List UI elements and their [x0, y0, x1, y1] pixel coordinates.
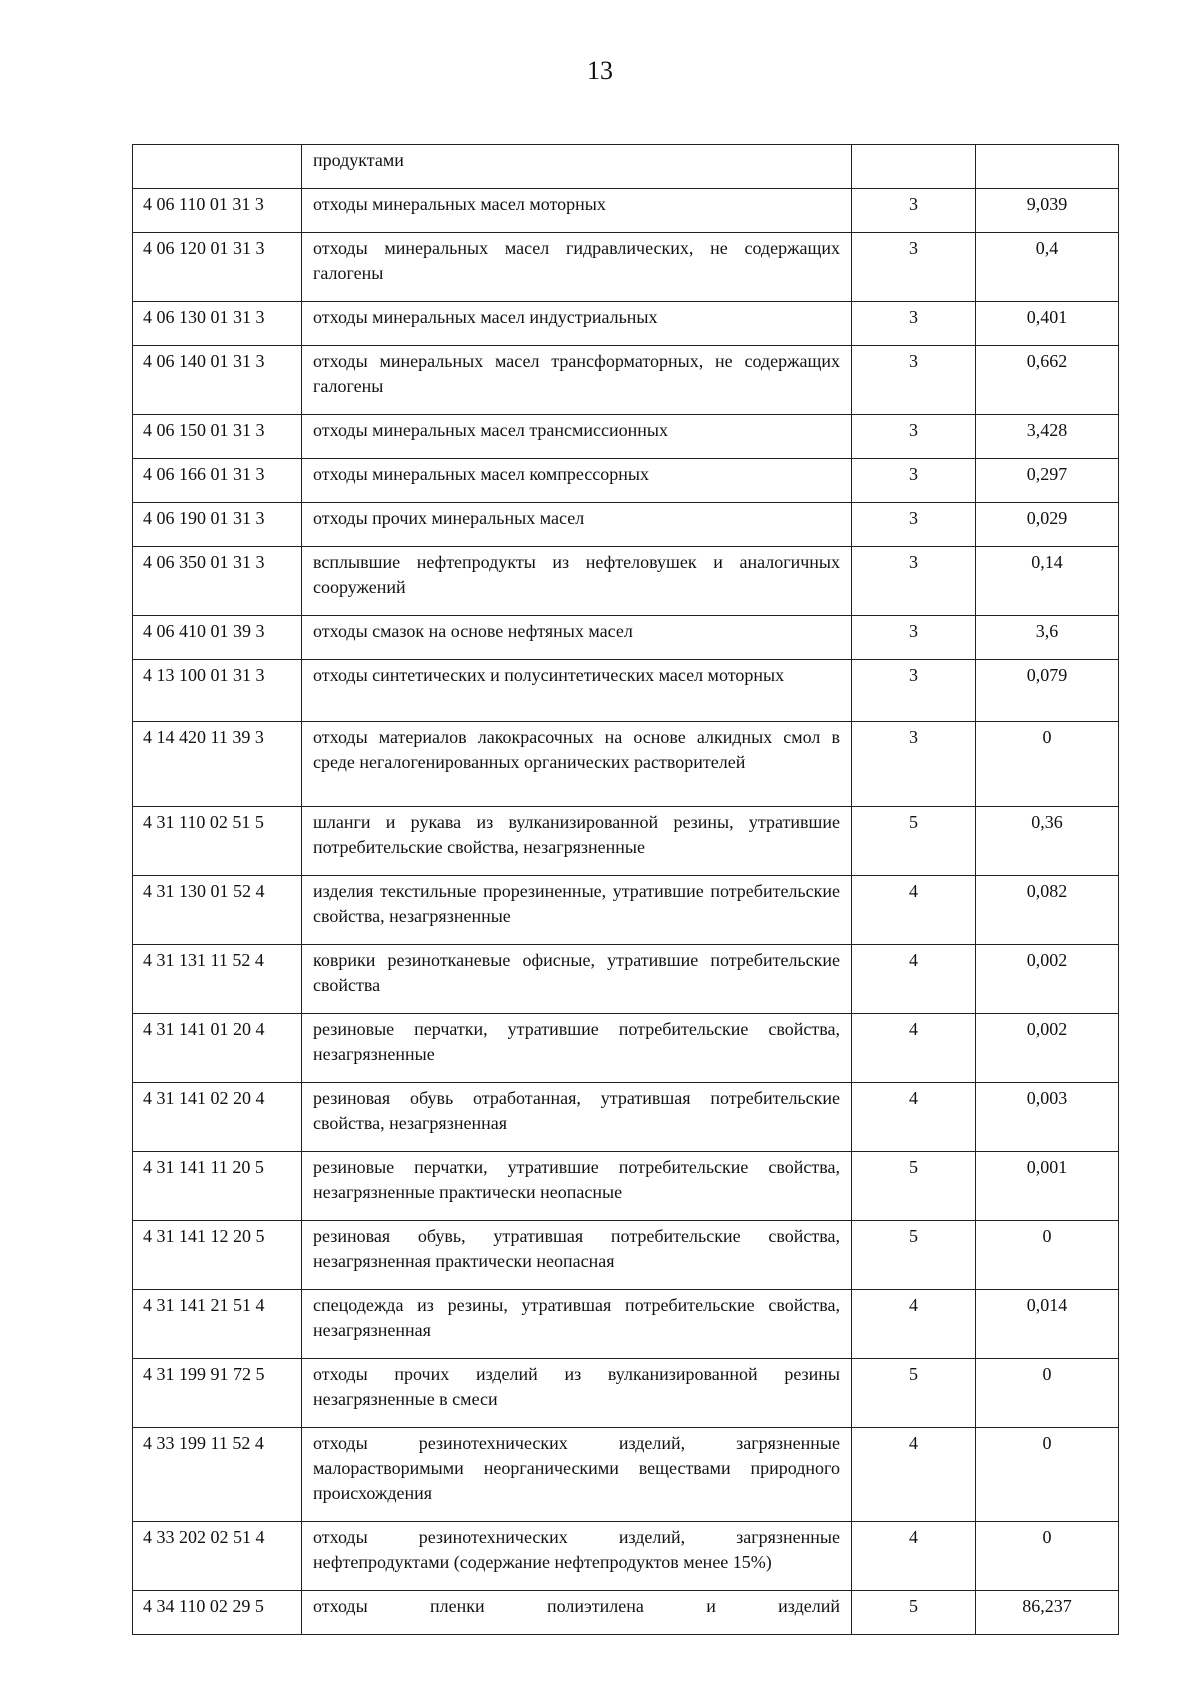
waste-code-cell: [133, 145, 302, 189]
waste-code-cell: 4 31 199 91 72 5: [133, 1359, 302, 1428]
waste-amount-cell: 0,401: [976, 302, 1119, 346]
waste-code-cell: 4 31 141 12 20 5: [133, 1221, 302, 1290]
waste-code-cell: 4 06 140 01 31 3: [133, 346, 302, 415]
table-row: [133, 945, 1119, 1014]
waste-code-cell: 4 31 110 02 51 5: [133, 807, 302, 876]
waste-amount-cell: 0: [976, 1428, 1119, 1522]
page-number: 13: [587, 56, 613, 85]
waste-code-cell: 4 13 100 01 31 3: [133, 660, 302, 722]
waste-amount-cell: 0,082: [976, 876, 1119, 945]
hazard-class-cell: 5: [852, 1152, 976, 1221]
waste-code-cell: 4 31 131 11 52 4: [133, 945, 302, 1014]
table-row: [133, 346, 1119, 415]
waste-amount-cell: 0,297: [976, 459, 1119, 503]
waste-name-cell: изделия текстильные прорезиненные, утратившие потребительские свойства, незагрязненные: [302, 876, 852, 945]
waste-amount-cell: 0,029: [976, 503, 1119, 547]
hazard-class-cell: 3: [852, 233, 976, 302]
table-row: [133, 1014, 1119, 1083]
waste-amount-cell: 0,36: [976, 807, 1119, 876]
waste-amount-cell: 0,014: [976, 1290, 1119, 1359]
waste-amount-cell: 0: [976, 1522, 1119, 1591]
waste-name-cell: отходы смазок на основе нефтяных масел: [302, 616, 852, 660]
waste-amount-cell: 0,4: [976, 233, 1119, 302]
waste-amount-cell: 0,002: [976, 945, 1119, 1014]
hazard-class-cell: 4: [852, 945, 976, 1014]
waste-table: [132, 144, 1119, 1635]
hazard-class-cell: 3: [852, 346, 976, 415]
waste-amount-cell: 3,428: [976, 415, 1119, 459]
hazard-class-cell: 3: [852, 660, 976, 722]
table-row: [133, 722, 1119, 807]
table-row: [133, 145, 1119, 189]
table-row: [133, 616, 1119, 660]
waste-name-cell: отходы минеральных масел индустриальных: [302, 302, 852, 346]
table-row: [133, 807, 1119, 876]
waste-code-cell: 4 06 166 01 31 3: [133, 459, 302, 503]
waste-name-cell: продуктами: [302, 145, 852, 189]
waste-name-cell: резиновая обувь, утратившая потребительские свойства, незагрязненная практически неопасная: [302, 1221, 852, 1290]
waste-name-cell: отходы минеральных масел компрессорных: [302, 459, 852, 503]
waste-code-cell: 4 06 130 01 31 3: [133, 302, 302, 346]
waste-code-cell: 4 06 410 01 39 3: [133, 616, 302, 660]
waste-amount-cell: 0: [976, 722, 1119, 807]
waste-amount-cell: 0,002: [976, 1014, 1119, 1083]
waste-name-cell: отходы материалов лакокрасочных на основе алкидных смол в среде негалогенированных органических растворителей: [302, 722, 852, 807]
hazard-class-cell: 4: [852, 1083, 976, 1152]
waste-name-cell: отходы резинотехнических изделий, загрязненные нефтепродуктами (содержание нефтепродуктов менее 15%): [302, 1522, 852, 1591]
waste-amount-cell: 0,14: [976, 547, 1119, 616]
waste-name-cell: резиновые перчатки, утратившие потребительские свойства, незагрязненные: [302, 1014, 852, 1083]
hazard-class-cell: 5: [852, 1221, 976, 1290]
waste-code-cell: 4 33 199 11 52 4: [133, 1428, 302, 1522]
waste-amount-cell: 86,237: [976, 1591, 1119, 1635]
waste-name-cell: всплывшие нефтепродукты из нефтеловушек и аналогичных сооружений: [302, 547, 852, 616]
waste-name-cell: отходы минеральных масел гидравлических, не содержащих галогены: [302, 233, 852, 302]
waste-code-cell: 4 31 141 11 20 5: [133, 1152, 302, 1221]
table-row: [133, 1290, 1119, 1359]
hazard-class-cell: 3: [852, 302, 976, 346]
hazard-class-cell: 4: [852, 1428, 976, 1522]
waste-code-cell: 4 06 110 01 31 3: [133, 189, 302, 233]
hazard-class-cell: [852, 145, 976, 189]
hazard-class-cell: 4: [852, 1290, 976, 1359]
table-row: [133, 660, 1119, 722]
waste-name-cell: спецодежда из резины, утратившая потребительские свойства, незагрязненная: [302, 1290, 852, 1359]
hazard-class-cell: 3: [852, 616, 976, 660]
waste-amount-cell: 0,662: [976, 346, 1119, 415]
waste-name-cell: отходы минеральных масел моторных: [302, 189, 852, 233]
waste-name-cell: отходы прочих минеральных масел: [302, 503, 852, 547]
hazard-class-cell: 4: [852, 876, 976, 945]
table-body: [133, 145, 1119, 1635]
waste-amount-cell: 3,6: [976, 616, 1119, 660]
waste-code-cell: 4 31 130 01 52 4: [133, 876, 302, 945]
table-row: [133, 1152, 1119, 1221]
waste-amount-cell: 0,001: [976, 1152, 1119, 1221]
waste-amount-cell: [976, 145, 1119, 189]
hazard-class-cell: 3: [852, 722, 976, 807]
waste-name-cell: отходы минеральных масел трансмиссионных: [302, 415, 852, 459]
waste-name-cell: отходы минеральных масел трансформаторных, не содержащих галогены: [302, 346, 852, 415]
hazard-class-cell: 3: [852, 415, 976, 459]
waste-code-cell: 4 34 110 02 29 5: [133, 1591, 302, 1635]
waste-code-cell: 4 14 420 11 39 3: [133, 722, 302, 807]
waste-code-cell: 4 31 141 02 20 4: [133, 1083, 302, 1152]
table-row: [133, 503, 1119, 547]
table-row: [133, 1083, 1119, 1152]
waste-name-cell: отходы прочих изделий из вулканизированной резины незагрязненные в смеси: [302, 1359, 852, 1428]
table-row: [133, 1522, 1119, 1591]
waste-amount-cell: 0,003: [976, 1083, 1119, 1152]
waste-code-cell: 4 06 350 01 31 3: [133, 547, 302, 616]
waste-name-cell: отходы пленки полиэтилена и изделий: [302, 1591, 852, 1635]
table-row: [133, 459, 1119, 503]
waste-name-cell: отходы резинотехнических изделий, загрязненные малорастворимыми неорганическими веществами природного происхождения: [302, 1428, 852, 1522]
waste-code-cell: 4 33 202 02 51 4: [133, 1522, 302, 1591]
waste-name-cell: шланги и рукава из вулканизированной резины, утратившие потребительские свойства, незагрязненные: [302, 807, 852, 876]
table-row: [133, 189, 1119, 233]
hazard-class-cell: 5: [852, 1359, 976, 1428]
table-row: [133, 302, 1119, 346]
waste-name-cell: отходы синтетических и полусинтетических масел моторных: [302, 660, 852, 722]
waste-code-cell: 4 31 141 01 20 4: [133, 1014, 302, 1083]
table-row: [133, 415, 1119, 459]
table-row: [133, 876, 1119, 945]
table-row: [133, 1591, 1119, 1635]
hazard-class-cell: 4: [852, 1522, 976, 1591]
waste-code-cell: 4 06 150 01 31 3: [133, 415, 302, 459]
waste-amount-cell: 0,079: [976, 660, 1119, 722]
table-row: [133, 1221, 1119, 1290]
hazard-class-cell: 5: [852, 1591, 976, 1635]
waste-amount-cell: 0: [976, 1359, 1119, 1428]
waste-code-cell: 4 06 190 01 31 3: [133, 503, 302, 547]
waste-code-cell: 4 31 141 21 51 4: [133, 1290, 302, 1359]
waste-amount-cell: 0: [976, 1221, 1119, 1290]
hazard-class-cell: 4: [852, 1014, 976, 1083]
waste-name-cell: резиновая обувь отработанная, утратившая потребительские свойства, незагрязненная: [302, 1083, 852, 1152]
hazard-class-cell: 3: [852, 503, 976, 547]
table-row: [133, 1359, 1119, 1428]
table-row: [133, 1428, 1119, 1522]
waste-name-cell: резиновые перчатки, утратившие потребительские свойства, незагрязненные практически неопасные: [302, 1152, 852, 1221]
hazard-class-cell: 5: [852, 807, 976, 876]
table-row: [133, 233, 1119, 302]
waste-amount-cell: 9,039: [976, 189, 1119, 233]
hazard-class-cell: 3: [852, 547, 976, 616]
waste-name-cell: коврики резинотканевые офисные, утратившие потребительские свойства: [302, 945, 852, 1014]
hazard-class-cell: 3: [852, 459, 976, 503]
waste-code-cell: 4 06 120 01 31 3: [133, 233, 302, 302]
hazard-class-cell: 3: [852, 189, 976, 233]
table-row: [133, 547, 1119, 616]
